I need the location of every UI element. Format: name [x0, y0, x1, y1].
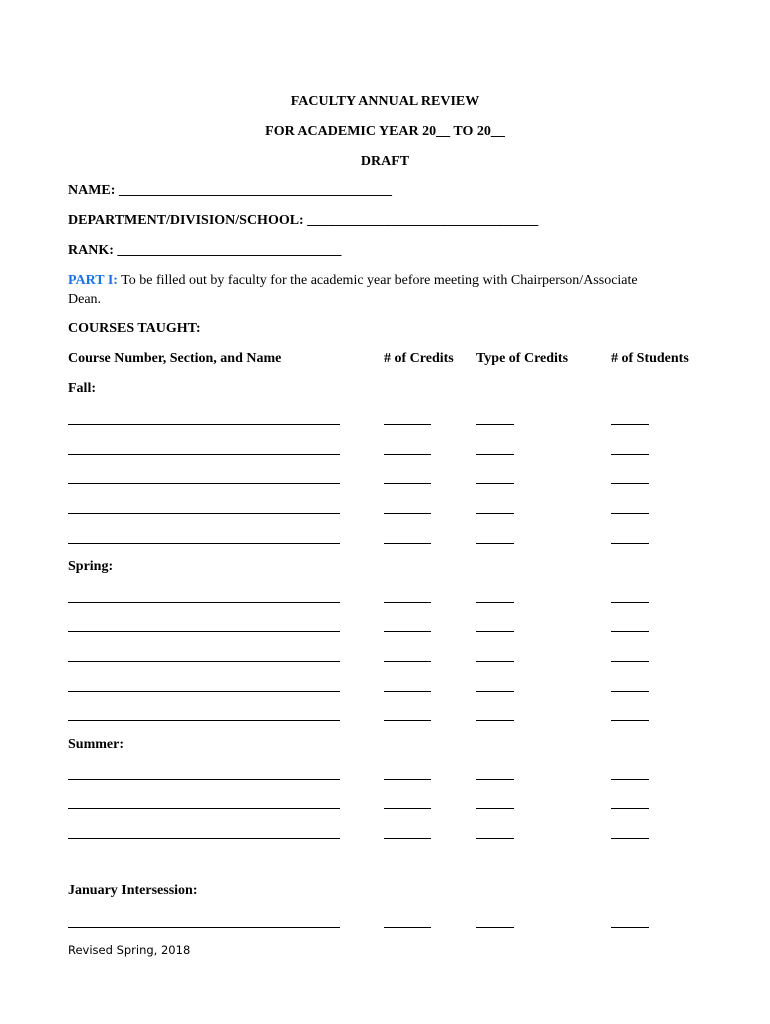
credits-line[interactable]	[384, 838, 431, 839]
credits-line[interactable]	[384, 631, 431, 632]
credits-line[interactable]	[384, 543, 431, 544]
credit-type-line[interactable]	[476, 513, 514, 514]
students-line[interactable]	[611, 454, 649, 455]
course-name-line[interactable]	[68, 661, 340, 662]
course-name-line[interactable]	[68, 779, 340, 780]
credits-line[interactable]	[384, 691, 431, 692]
course-name-line[interactable]	[68, 720, 340, 721]
students-line[interactable]	[611, 838, 649, 839]
column-course-name: Course Number, Section, and Name	[68, 351, 282, 366]
course-name-line[interactable]	[68, 454, 340, 455]
credit-type-line[interactable]	[476, 720, 514, 721]
academic-year-line: FOR ACADEMIC YEAR 20__ TO 20__	[265, 124, 505, 139]
courses-heading: COURSES TAUGHT:	[68, 321, 201, 336]
credit-type-line[interactable]	[476, 424, 514, 425]
course-name-line[interactable]	[68, 424, 340, 425]
credits-line[interactable]	[384, 513, 431, 514]
course-name-line[interactable]	[68, 543, 340, 544]
department-label: DEPARTMENT/DIVISION/SCHOOL:	[68, 213, 308, 228]
department-blank[interactable]: _________________________________	[307, 213, 539, 228]
credit-type-line[interactable]	[476, 454, 514, 455]
credits-line[interactable]	[384, 927, 431, 928]
course-name-line[interactable]	[68, 602, 340, 603]
students-line[interactable]	[611, 631, 649, 632]
credits-line[interactable]	[384, 424, 431, 425]
draft-label: DRAFT	[360, 154, 410, 169]
name-field[interactable]	[68, 183, 392, 199]
students-line[interactable]	[611, 927, 649, 928]
course-name-line[interactable]	[68, 631, 340, 632]
section-label: Spring:	[68, 559, 114, 574]
credits-line[interactable]	[384, 720, 431, 721]
column-students: # of Students	[611, 351, 689, 366]
credit-type-line[interactable]	[476, 543, 514, 544]
course-name-line[interactable]	[68, 691, 340, 692]
revised-footer: Revised Spring, 2018	[68, 943, 191, 957]
students-line[interactable]	[611, 691, 649, 692]
part1-text-line2: Dean.	[68, 292, 102, 307]
form-title: FACULTY ANNUAL REVIEW	[290, 94, 480, 109]
credit-type-line[interactable]	[476, 602, 514, 603]
part1-label: PART I:	[68, 273, 118, 288]
students-line[interactable]	[611, 424, 649, 425]
course-name-line[interactable]	[68, 838, 340, 839]
credits-line[interactable]	[384, 808, 431, 809]
course-name-line[interactable]	[68, 483, 340, 484]
name-label: NAME:	[68, 183, 119, 198]
credit-type-line[interactable]	[476, 483, 514, 484]
students-line[interactable]	[611, 808, 649, 809]
credit-type-line[interactable]	[476, 691, 514, 692]
rank-field[interactable]	[68, 243, 341, 259]
rank-label: RANK:	[68, 243, 118, 258]
students-line[interactable]	[611, 720, 649, 721]
credits-line[interactable]	[384, 454, 431, 455]
students-line[interactable]	[611, 483, 649, 484]
name-blank[interactable]: _______________________________________	[118, 183, 392, 198]
section-label: Summer:	[68, 737, 124, 752]
credits-line[interactable]	[384, 602, 431, 603]
column-credits: # of Credits	[384, 351, 454, 366]
part1-text-line1: To be filled out by faculty for the academic year before meeting with Chairperson/Associate	[117, 273, 638, 288]
column-credit-type: Type of Credits	[476, 351, 569, 366]
credit-type-line[interactable]	[476, 808, 514, 809]
credit-type-line[interactable]	[476, 927, 514, 928]
course-name-line[interactable]	[68, 513, 340, 514]
students-line[interactable]	[611, 661, 649, 662]
students-line[interactable]	[611, 779, 649, 780]
credit-type-line[interactable]	[476, 631, 514, 632]
part1-instructions	[68, 273, 638, 289]
section-label: January Intersession:	[68, 883, 198, 898]
credit-type-line[interactable]	[476, 779, 514, 780]
credits-line[interactable]	[384, 661, 431, 662]
course-name-line[interactable]	[68, 808, 340, 809]
section-label: Fall:	[68, 381, 96, 396]
students-line[interactable]	[611, 543, 649, 544]
credit-type-line[interactable]	[476, 838, 514, 839]
rank-blank[interactable]: ________________________________	[117, 243, 342, 258]
credit-type-line[interactable]	[476, 661, 514, 662]
students-line[interactable]	[611, 513, 649, 514]
course-name-line[interactable]	[68, 927, 340, 928]
department-field[interactable]	[68, 213, 538, 229]
credits-line[interactable]	[384, 779, 431, 780]
credits-line[interactable]	[384, 483, 431, 484]
students-line[interactable]	[611, 602, 649, 603]
